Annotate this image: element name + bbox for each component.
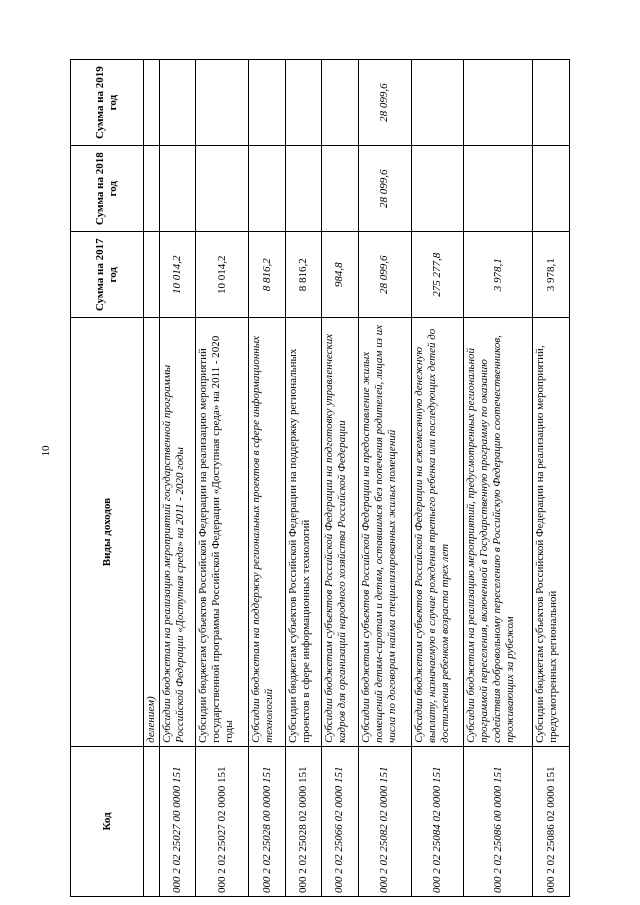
row-type: Субсидии бюджетам субъектов Российской Федерации на предоставление жилых помещений детям-сиротам и детям, оставшимся без попечения родителей, лицам из их числа по договорам найма специализированных жилых помещений <box>358 318 411 747</box>
row-sum-2018 <box>322 146 358 232</box>
row-code: 000 2 02 25027 00 0000 151 <box>160 746 196 896</box>
header-sum-2018: Сумма на 2018 год <box>71 146 144 232</box>
row-sum-2018 <box>249 146 285 232</box>
header-type: Виды доходов <box>71 318 144 747</box>
row-code: 000 2 02 25027 02 0000 151 <box>196 746 249 896</box>
row-type: Субсидии бюджетам субъектов Российской Федерации на реализацию мероприятий, предусмотренных региональной <box>533 318 570 747</box>
row-sum-2019 <box>249 60 285 146</box>
row-sum-2018 <box>533 146 570 232</box>
table-row <box>249 60 285 897</box>
income-table <box>70 59 570 897</box>
rotated-table-wrapper <box>70 59 570 897</box>
row-sum-2017: 275 277,8 <box>411 232 464 318</box>
row-sum-2019 <box>464 60 533 146</box>
row-type: Субсидии бюджетам на реализацию мероприятий государственной программы Российской Федерации «Доступная среда» на 2011 - 2020 годы <box>160 318 196 747</box>
row-sum-2019 <box>144 60 160 146</box>
row-type: Субсидии бюджетам субъектов Российской Федерации на ежемесячную денежную выплату, назначаемую в случае рождения третьего ребенка или последующих детей до достижения ребенком возраста трех лет <box>411 318 464 747</box>
table-row <box>322 60 358 897</box>
row-sum-2017: 10 014,2 <box>196 232 249 318</box>
row-sum-2019: 28 099,6 <box>358 60 411 146</box>
row-code: 000 2 02 25086 00 0000 151 <box>464 746 533 896</box>
row-sum-2019 <box>533 60 570 146</box>
row-sum-2018 <box>411 146 464 232</box>
row-sum-2019 <box>322 60 358 146</box>
row-sum-2018: 28 099,6 <box>358 146 411 232</box>
row-code <box>144 746 160 896</box>
row-type: Субсидии бюджетам субъектов Российской Федерации на подготовку управленческих кадров для организаций народного хозяйства Российской Федерации <box>322 318 358 747</box>
row-sum-2019 <box>196 60 249 146</box>
table-row <box>411 60 464 897</box>
row-sum-2018 <box>285 146 321 232</box>
header-sum-2017: Сумма на 2017 год <box>71 232 144 318</box>
table-row <box>358 60 411 897</box>
row-type: Субсидии бюджетам на реализацию мероприятий, предусмотренных региональной программой переселения, включенной в Государственную программу по оказанию содействия добровольному переселению в Российскую Федерацию соотечественников, проживающих за рубежом <box>464 318 533 747</box>
row-sum-2017: 8 816,2 <box>285 232 321 318</box>
row-sum-2017: 3 978,1 <box>533 232 570 318</box>
row-code: 000 2 02 25086 02 0000 151 <box>533 746 570 896</box>
row-sum-2017: 8 816,2 <box>249 232 285 318</box>
row-sum-2019 <box>285 60 321 146</box>
row-sum-2018 <box>196 146 249 232</box>
table-header-row <box>71 60 144 897</box>
row-sum-2017: 28 099,6 <box>358 232 411 318</box>
row-code: 000 2 02 25084 02 0000 151 <box>411 746 464 896</box>
row-sum-2018 <box>160 146 196 232</box>
table-row <box>533 60 570 897</box>
table-row <box>285 60 321 897</box>
table-row <box>196 60 249 897</box>
row-code: 000 2 02 25028 02 0000 151 <box>285 746 321 896</box>
row-sum-2018 <box>464 146 533 232</box>
row-sum-2017 <box>144 232 160 318</box>
row-sum-2019 <box>411 60 464 146</box>
row-code: 000 2 02 25082 02 0000 151 <box>358 746 411 896</box>
row-code: 000 2 02 25066 02 0000 151 <box>322 746 358 896</box>
header-sum-2019: Сумма на 2019 год <box>71 60 144 146</box>
row-code: 000 2 02 25028 00 0000 151 <box>249 746 285 896</box>
row-type: Субсидии бюджетам на поддержку региональных проектов в сфере информационных технологий <box>249 318 285 747</box>
row-sum-2017: 984,8 <box>322 232 358 318</box>
row-sum-2017: 3 978,1 <box>464 232 533 318</box>
page-number: 10 <box>40 445 52 457</box>
table-row <box>160 60 196 897</box>
table-row <box>464 60 533 897</box>
row-sum-2018 <box>144 146 160 232</box>
row-type: делением) <box>144 318 160 747</box>
row-sum-2019 <box>160 60 196 146</box>
row-sum-2017: 10 014,2 <box>160 232 196 318</box>
row-type: Субсидии бюджетам субъектов Российской Федерации на поддержку региональных проектов в сфере информационных технологий <box>285 318 321 747</box>
header-code: Код <box>71 746 144 896</box>
table-row <box>144 60 160 897</box>
row-type: Субсидии бюджетам субъектов Российской Федерации на реализацию мероприятий государственной программы Российской Федерации «Доступная среда» на 2011 - 2020 годы <box>196 318 249 747</box>
